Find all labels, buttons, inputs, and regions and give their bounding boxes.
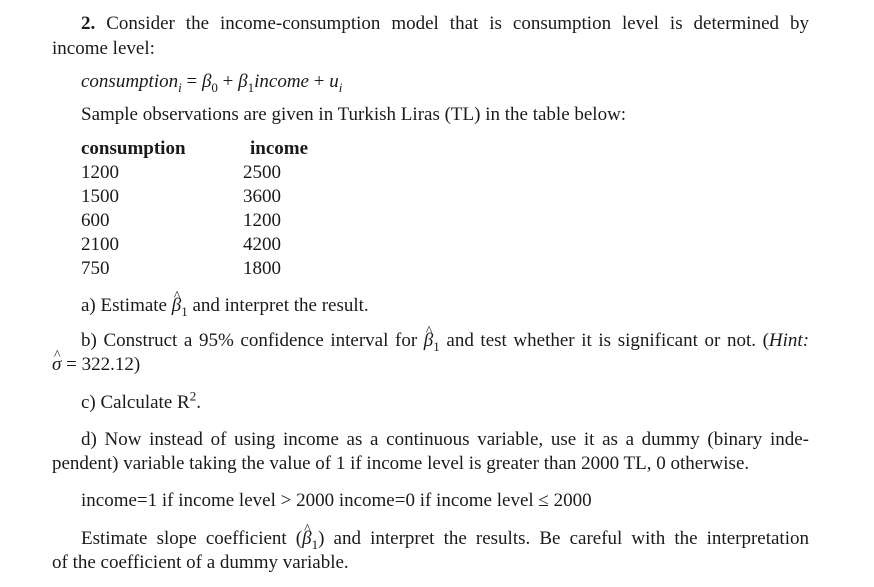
table-cell: 4200 [243,234,281,255]
question-intro-line-1 [81,12,809,36]
part-c: c) Calculate $R^2$. [81,388,201,413]
table-row [81,185,341,209]
question-number: 2. [81,13,96,34]
table-header-row [81,137,341,161]
table-cell: 2100 [81,234,119,255]
estimate-line-1: Estimate slope coefficient (^ $\beta_1$) and interpret the results. Be careful with the interpretation [81,527,809,551]
part-d-line-1: d) Now instead of using income as a continuous variable, use it as a dummy (binary inde- [81,429,809,450]
part-b-line-1: b) Construct a 95% confidence interval for ^ $\beta_1$ and test whether it is significant or not. (Hint: [81,329,809,353]
part-d-line-2: pendent) variable taking the value of 1 if income level is greater than 2000 TL, 0 otherwise. [52,453,750,474]
table-cell: 3600 [243,186,281,207]
beta-hat-symbol: ^ β [424,329,433,353]
model-equation: consumption$_i$ = $\beta_0$ + $\beta_1income + u_i$ [81,71,343,95]
header-income: income [250,138,309,159]
table-cell: 1800 [243,258,281,279]
part-b-line-2: ^ σ = 322.12) [52,353,140,377]
table-cell: 600 [81,210,110,231]
part-a: a) Estimate ^ $\beta_1$ and interpret the result. [81,294,369,318]
table-cell: 1200 [81,162,119,183]
sample-text: Sample observations are given in Turkish Liras (TL) in the table below: [81,104,627,125]
table-row [81,161,341,185]
question-intro-text: Consider the income-consumption model that is consumption level is determined by [106,13,809,34]
data-table [81,137,341,281]
hint-label: Hint: [768,330,810,351]
beta-hat-symbol: ^ β [302,527,311,551]
table-cell: 750 [81,258,110,279]
estimate-line-2: of the coefficient of a dummy variable. [52,552,349,573]
table-cell: 1200 [243,210,281,231]
table-cell: 2500 [243,162,281,183]
sigma-hat-symbol: ^ σ [52,353,61,377]
table-row [81,257,341,281]
table-cell: 1500 [81,186,119,207]
header-consumption: consumption [81,138,186,159]
beta-hat-symbol: ^ β [172,294,181,318]
question-intro-line-2: income level: [52,38,155,59]
dummy-definition: income=1 if income level > 2000 income=0 if income level ≤ 2000 [81,490,592,511]
table-row [81,209,341,233]
table-row [81,233,341,257]
